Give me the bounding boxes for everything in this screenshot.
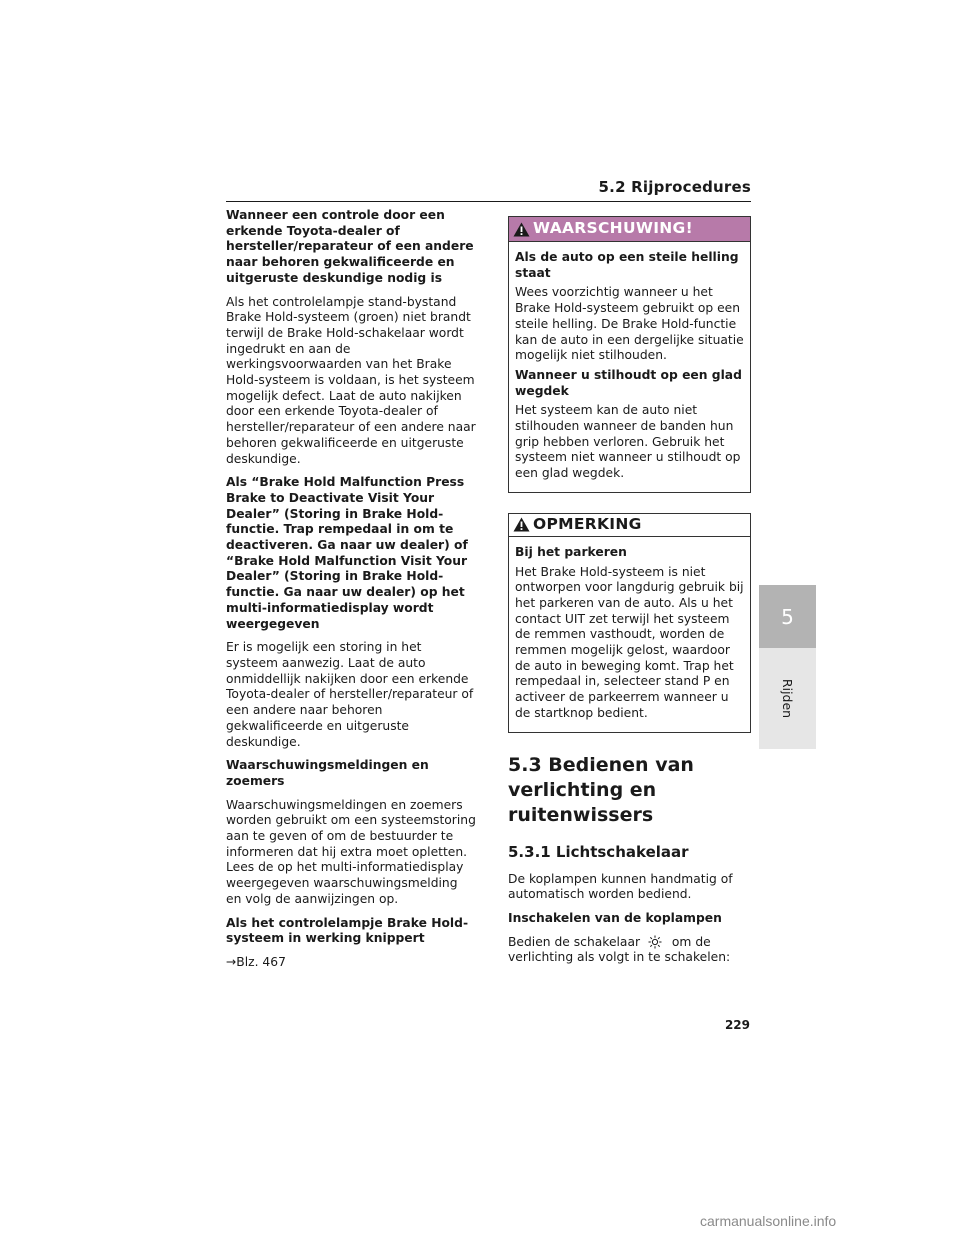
left-paragraph-3: Waarschuwingsmeldingen en zoemers worden gebruikt om een systeemstoring aan te geven of om de bestuurder te informeren dat hij extra moet opletten. Lees de op het multi-informatiedisplay weergegeven waarschuwingsmelding en volg de aanwijzingen op.: [226, 797, 476, 906]
page-number: 229: [724, 1018, 750, 1032]
chapter-number: 5: [781, 604, 794, 629]
warning-heading-2: Wanneer u stilhoudt op een glad wegdek: [515, 367, 742, 398]
chapter-label: Rijden: [780, 678, 796, 719]
left-heading-3: Waarschuwingsmeldingen en zoemers: [226, 758, 429, 788]
left-paragraph-2: Er is mogelijk een storing in het systeem aanwezig. Laat de auto onmiddellijk nakijken door een erkende Toyota-dealer of hersteller/reparateur of een andere naar behoren gekwalificeerde en uitgeruste deskundige.: [226, 640, 474, 749]
warning-paragraph-1: Wees voorzichtig wanneer u het Brake Hold-systeem gebruikt op een steile helling. De Brake Hold-functie kan de auto in een dergelijke situatie mogelijk niet stilhouden.: [515, 285, 744, 363]
note-box-header: [509, 514, 750, 537]
warning-box-header: [509, 217, 750, 242]
section-header-title: 5.2 Rijprocedures: [598, 178, 751, 196]
section-paragraph-1: De koplampen kunnen handmatig of automatisch worden bediend.: [508, 871, 733, 902]
running-header: [226, 180, 751, 202]
page-reference-link[interactable]: →Blz. 467: [226, 954, 286, 969]
note-box-body: [509, 537, 750, 732]
subsection-heading: 5.3.1 Lichtschakelaar: [508, 842, 689, 861]
caution-triangle-icon: [513, 517, 530, 532]
left-paragraph-1: Als het controlelampje stand-bystand Brake Hold-systeem (groen) niet brandt terwijl de Brake Hold-schakelaar wordt ingedrukt en aan de werkingsvoorwaarden van het Brake Hold-systeem is voldaan, is het systeem mogelijk defect. Laat de auto nakijken door een erkende Toyota-dealer of hersteller/reparateur of een andere naar behoren gekwalificeerde en uitgeruste deskundige.: [226, 294, 476, 466]
right-column: [508, 216, 751, 974]
warning-heading-1: Als de auto op een steile helling staat: [515, 250, 739, 280]
note-paragraph-1: Het Brake Hold-systeem is niet ontworpen voor langdurig gebruik bij het parkeren van de auto. Als u het contact UIT zet terwijl het systeem de remmen vasthoudt, worden de remmen mogelijk gelost, waardoor de auto in beweging komt. Trap het rempedaal in, selecteer stand P en activeer de parkeerrem wanneer u de startknop bedient.: [515, 564, 744, 720]
section-heading-inschakelen: Inschakelen van de koplampen: [508, 910, 722, 925]
warning-paragraph-2: Het systeem kan de auto niet stilhouden wanneer de banden hun grip hebben verloren. Gebruik het systeem niet wanneer u stilhoudt op een glad wegdek.: [515, 403, 741, 481]
warning-triangle-icon: [513, 222, 530, 237]
section-paragraph-2-a: Bedien de schakelaar: [508, 934, 641, 949]
section-paragraph-2-b: om de verlichting als volgt in te schakelen:: [508, 934, 731, 965]
watermark-text: carmanualsonline.info: [700, 1213, 837, 1229]
chapter-tab-label-wrap: [771, 650, 805, 747]
note-heading-1: Bij het parkeren: [515, 544, 627, 559]
section-paragraph-2: [508, 935, 751, 966]
warning-box-body: [509, 242, 750, 492]
chapter-tab[interactable]: [759, 585, 816, 648]
left-heading-2: Als “Brake Hold Malfunction Press Brake to Deactivate Visit Your Dealer” (Storing in Brake Hold-functie. Trap rempedaal in om te deactiveren. Ga naar uw dealer) of “Brake Hold Malfunction Visit Your Dealer” (Storing in Brake Hold-functie. Ga naar uw dealer) op het multi-informatiedisplay wordt weergegeven: [226, 475, 468, 631]
light-switch-icon: [648, 935, 662, 949]
note-box-title: OPMERKING: [533, 514, 642, 533]
left-heading-4: Als het controlelampje Brake Hold-systeem in werking knippert: [226, 915, 469, 946]
left-column: [226, 208, 476, 979]
warning-box: [508, 216, 751, 493]
section-heading: 5.3 Bedienen van verlichting en ruitenwissers: [508, 753, 694, 826]
warning-box-title: WAARSCHUWING!: [533, 219, 693, 238]
note-box: [508, 513, 751, 733]
left-heading-1: Wanneer een controle door een erkende Toyota-dealer of hersteller/reparateur of een andere naar behoren gekwalificeerde en uitgeruste deskundige nodig is: [226, 208, 474, 285]
